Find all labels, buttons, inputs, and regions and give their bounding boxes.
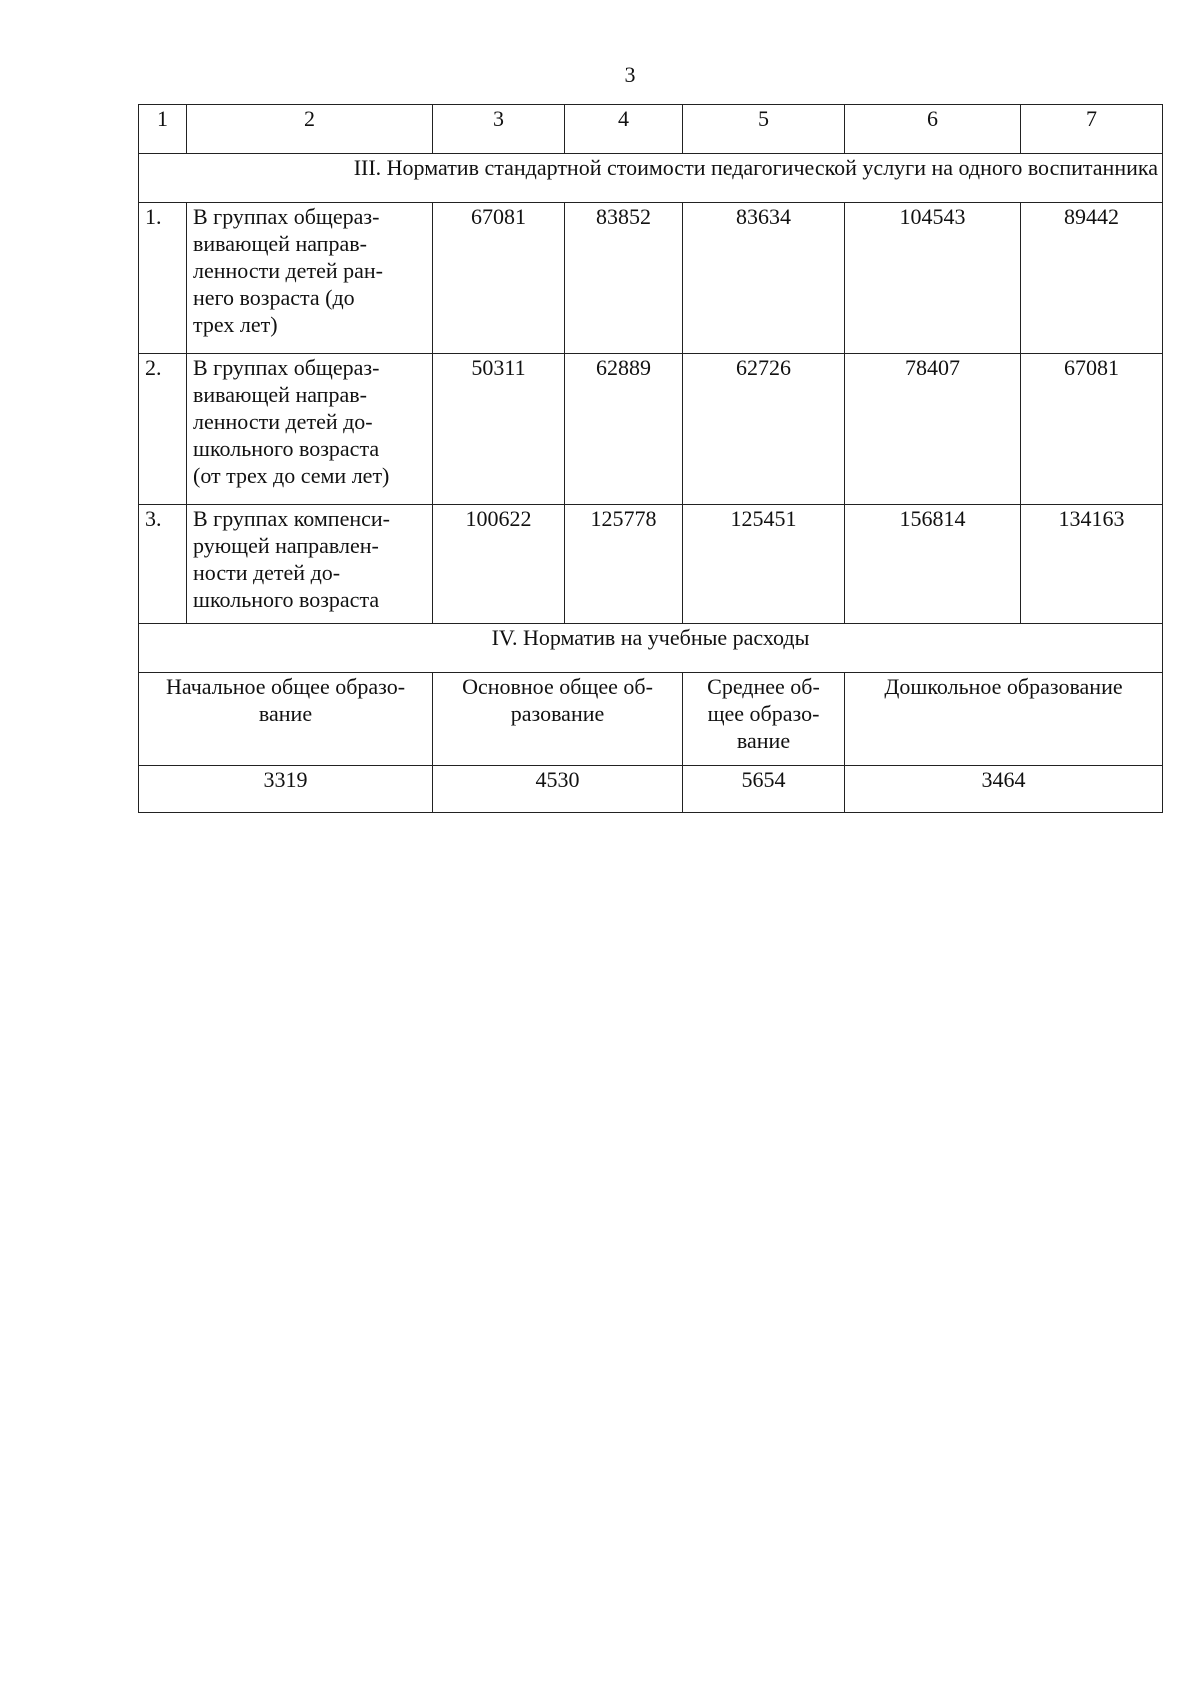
row-index: 3. <box>139 505 187 624</box>
description-line: школьного возраста <box>193 436 380 461</box>
value-cell: 50311 <box>433 354 565 505</box>
value-cell: 156814 <box>845 505 1021 624</box>
education-value: 3319 <box>139 766 433 813</box>
section-3-heading-row <box>139 154 1163 203</box>
row-index: 2. <box>139 354 187 505</box>
category-line: разование <box>510 701 605 726</box>
value-cell: 62726 <box>683 354 845 505</box>
value-cell: 125451 <box>683 505 845 624</box>
column-number: 2 <box>187 105 433 154</box>
category-line: щее образо- <box>707 701 820 726</box>
column-number: 7 <box>1021 105 1163 154</box>
column-number: 5 <box>683 105 845 154</box>
description-line: ленности детей до- <box>193 409 373 434</box>
value-cell: 67081 <box>433 203 565 354</box>
value-cell: 83634 <box>683 203 845 354</box>
section-3-title: III. Норматив стандартной стоимости педагогической услуги на одного воспитанника <box>139 154 1163 203</box>
table-row <box>139 203 1163 354</box>
description-line: В группах общераз- <box>193 355 380 380</box>
value-cell: 134163 <box>1021 505 1163 624</box>
description-line: (от трех до семи лет) <box>193 463 390 488</box>
value-cell: 125778 <box>565 505 683 624</box>
value-cell: 78407 <box>845 354 1021 505</box>
value-cell: 89442 <box>1021 203 1163 354</box>
column-number: 4 <box>565 105 683 154</box>
description-line: вивающей направ- <box>193 382 367 407</box>
description-line: трех лет) <box>193 312 278 337</box>
page-number: 3 <box>624 62 636 87</box>
section-4-heading-row <box>139 624 1163 673</box>
value-cell: 62889 <box>565 354 683 505</box>
column-number-row <box>139 105 1163 154</box>
row-description <box>187 354 433 505</box>
value-cell: 100622 <box>433 505 565 624</box>
column-number: 1 <box>139 105 187 154</box>
education-category <box>845 673 1163 766</box>
education-values-row <box>139 766 1163 813</box>
category-line: вание <box>736 728 791 753</box>
row-description <box>187 203 433 354</box>
category-line: Дошкольное образование <box>884 674 1123 699</box>
education-value: 3464 <box>845 766 1163 813</box>
education-value: 5654 <box>683 766 845 813</box>
education-category-row <box>139 673 1163 766</box>
category-line: вание <box>258 701 313 726</box>
category-line: Основное общее об- <box>462 674 653 699</box>
description-line: рующей направлен- <box>193 533 379 558</box>
row-index: 1. <box>139 203 187 354</box>
description-line: ленности детей ран- <box>193 258 383 283</box>
description-line: ности детей до- <box>193 560 341 585</box>
table-row <box>139 505 1163 624</box>
section-4-title: IV. Норматив на учебные расходы <box>139 624 1163 673</box>
norms-table <box>138 104 1163 813</box>
column-number: 3 <box>433 105 565 154</box>
description-line: него возраста (до <box>193 285 355 310</box>
category-line: Начальное общее образо- <box>165 674 406 699</box>
description-line: вивающей направ- <box>193 231 367 256</box>
education-category <box>139 673 433 766</box>
description-line: В группах компенси- <box>193 506 390 531</box>
description-line: школьного возраста <box>193 587 380 612</box>
value-cell: 83852 <box>565 203 683 354</box>
value-cell: 104543 <box>845 203 1021 354</box>
education-category <box>433 673 683 766</box>
row-description <box>187 505 433 624</box>
value-cell: 67081 <box>1021 354 1163 505</box>
category-line: Среднее об- <box>707 674 820 699</box>
table-row <box>139 354 1163 505</box>
education-category <box>683 673 845 766</box>
education-value: 4530 <box>433 766 683 813</box>
description-line: В группах общераз- <box>193 204 380 229</box>
column-number: 6 <box>845 105 1021 154</box>
